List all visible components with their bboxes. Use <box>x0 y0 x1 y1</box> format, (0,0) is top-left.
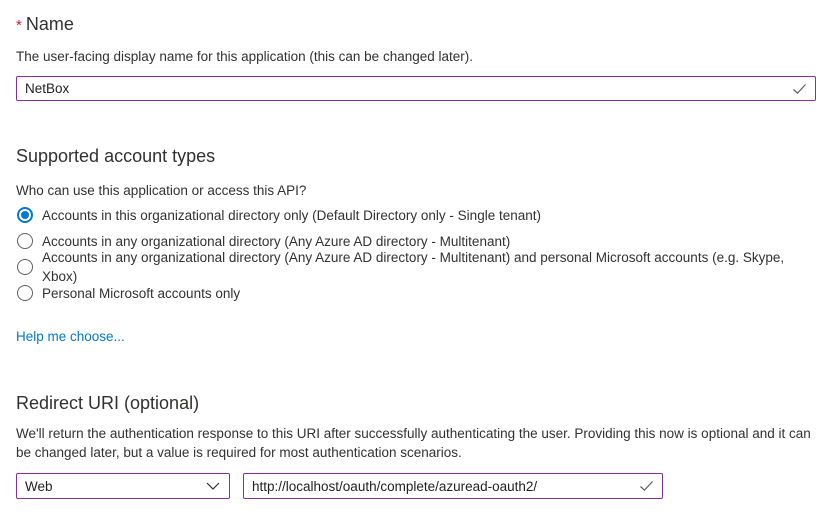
radio-button-icon <box>17 285 33 301</box>
required-asterisk: * <box>16 17 22 34</box>
radio-button-icon <box>17 259 33 275</box>
help-me-choose-link[interactable]: Help me choose... <box>16 329 125 344</box>
name-input[interactable] <box>16 76 816 101</box>
name-section-title <box>16 12 816 38</box>
radio-option-label: Personal Microsoft accounts only <box>42 285 241 301</box>
supported-account-types-section <box>16 144 816 347</box>
name-section <box>16 12 816 101</box>
name-field-wrapper <box>16 76 816 101</box>
name-section-title-text: Name <box>25 14 74 34</box>
radio-button-icon <box>17 207 33 223</box>
chevron-down-icon <box>206 482 220 490</box>
radio-option-label: Accounts in any organizational directory (Any Azure AD directory - Multitenant) and personal Microsoft accounts (e.g. Skype, Xbox) <box>42 250 785 284</box>
name-description: The user-facing display name for this application (this can be changed later). <box>16 49 473 64</box>
account-types-question: Who can use this application or access this API? <box>16 183 307 198</box>
radio-button-icon <box>17 233 33 249</box>
radio-option-label: Accounts in any organizational directory (Any Azure AD directory - Multitenant) <box>42 233 511 249</box>
redirect-uri-section <box>16 391 816 499</box>
redirect-uri-field-wrapper <box>243 473 663 499</box>
radio-option-label: Accounts in this organizational directory only (Default Directory only - Single tenant) <box>42 207 541 223</box>
redirect-uri-input[interactable] <box>243 473 663 499</box>
account-types-radio-group <box>16 202 816 306</box>
radio-option-single-tenant[interactable] <box>16 202 816 228</box>
redirect-uri-row <box>16 473 816 499</box>
platform-select[interactable] <box>16 473 230 499</box>
redirect-uri-title: Redirect URI (optional) <box>16 393 200 413</box>
platform-select-value: Web <box>25 478 53 494</box>
redirect-uri-description: We'll return the authentication response to this URI after successfully authenticating the user. Providing this now is optional and it can be changed later, but a value is required for most authentication scenarios. <box>16 426 811 460</box>
radio-option-multitenant-personal[interactable] <box>16 250 816 284</box>
account-types-title: Supported account types <box>16 146 216 166</box>
